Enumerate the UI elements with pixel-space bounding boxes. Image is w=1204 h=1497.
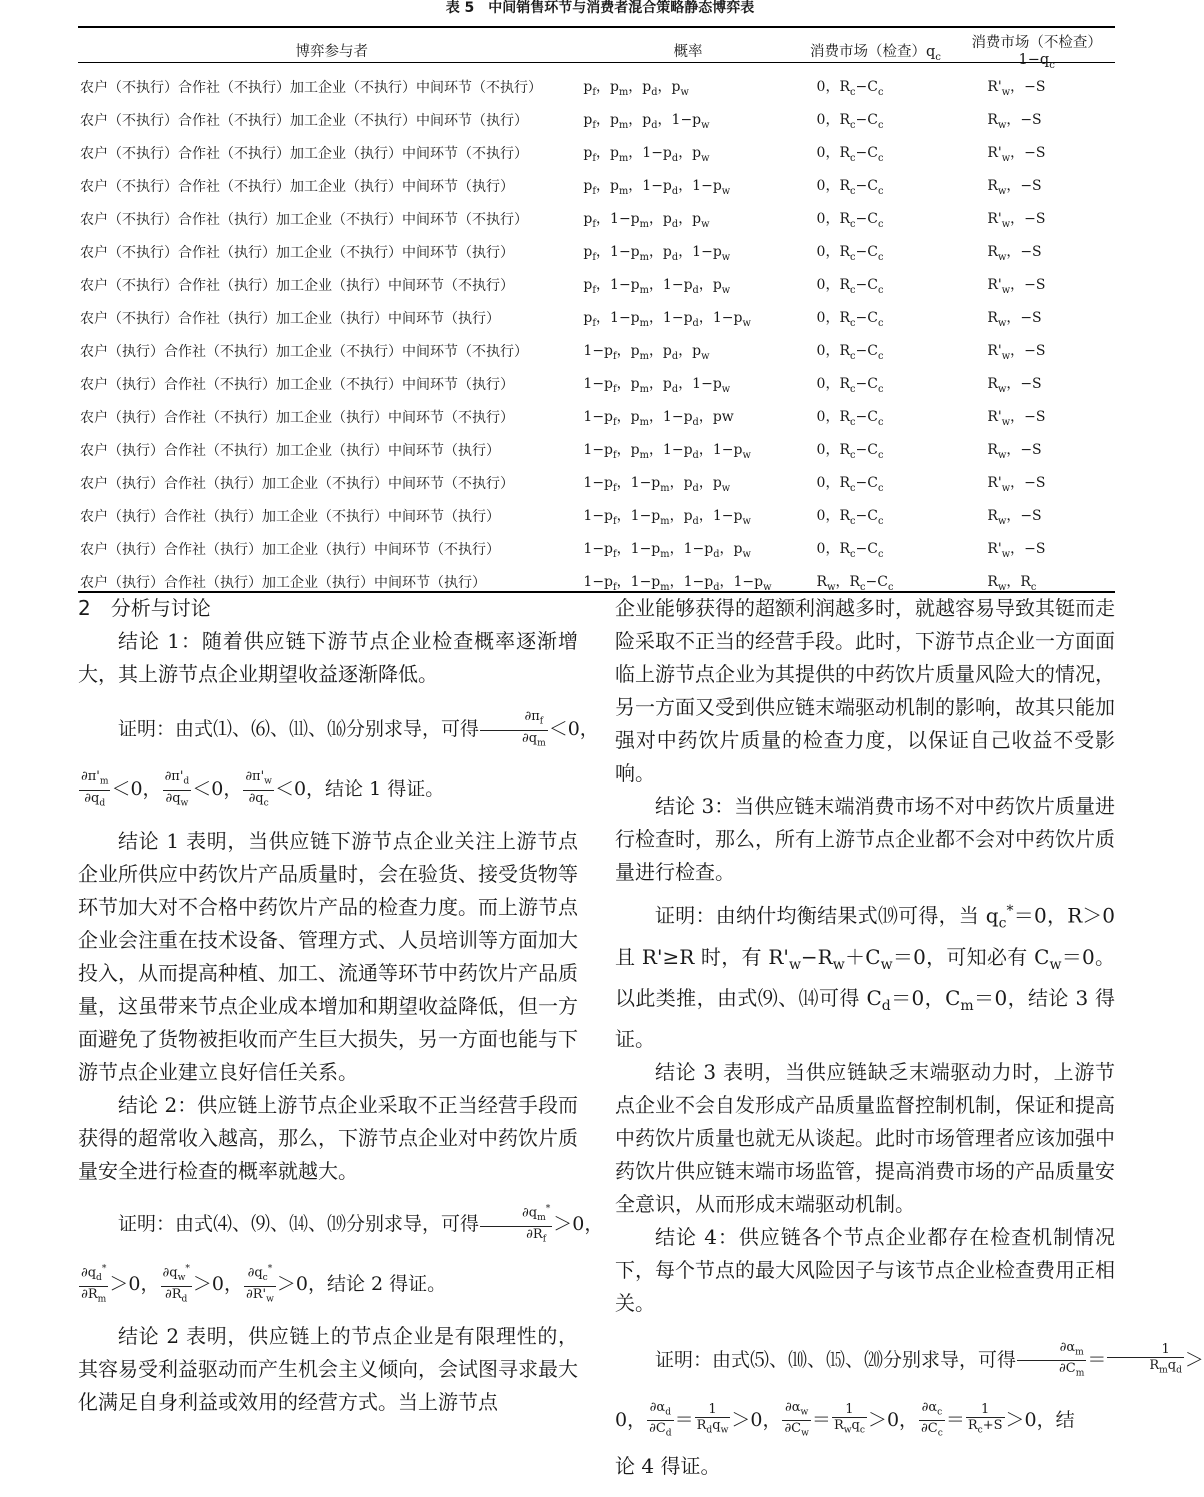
check-payoff-cell: 0，$R_c-C_c$	[816, 343, 884, 363]
prob-cell: $1-p_f$，$1-p_m$，$p_d$，$1-p_w$	[583, 508, 751, 528]
table-header-row	[78, 31, 1115, 71]
check-payoff-cell: 0，$R_c-C_c$	[816, 508, 884, 528]
player-cell: 农户（执行）合作社（执行）加工企业（不执行）中间环节（执行）	[80, 509, 500, 526]
nocheck-payoff-cell: $R'_w$，−S	[987, 343, 1046, 363]
game-table	[78, 31, 1115, 599]
prob-cell: $1-p_f$，$1-p_m$，$1-p_d$，$p_w$	[583, 541, 751, 561]
player-cell: 农户（执行）合作社（执行）加工企业（执行）中间环节（执行）	[80, 575, 486, 592]
prob-cell: $1-p_f$，$1-p_m$，$p_d$，$p_w$	[583, 475, 731, 495]
check-payoff-cell: 0，$R_c-C_c$	[816, 409, 884, 429]
conclusion-2-explanation-cont: 企业能够获得的超额利润越多时，就越容易导致其铤而走险采取不正当的经营手段。此时，下游节点企业一方面面临上游节点企业为其提供的中药饮片质量风险大的情况，另一方面又受到供应链末端驱动机制的影响，故其只能加强对中药饮片质量的检查力度，以保证自己收益不受影响。	[615, 596, 1115, 785]
nocheck-payoff-cell: $R'_w$，−S	[987, 145, 1046, 165]
conclusion-3-explanation: 结论 3 表明，当供应链缺乏末端驱动力时，上游节点企业不会自发形成产品质量监督控制机制，保证和提高中药饮片质量也就无从谈起。此时市场管理者应该加强中药饮片供应链末端市场监管，提高消费市场的产品质量安全意识，从而形成末端驱动机制。	[615, 1059, 1115, 1216]
proof-2-line-1: 证明：由式⑷、⑼、⒁、⒆分别求导，可得 $\frac{\partial q_m^*}{\partial R_f}$ ＞0，	[118, 1204, 604, 1245]
table-row	[78, 302, 1115, 335]
prob-cell: $p_f$，$p_m$，$p_d$，$p_w$	[583, 79, 689, 99]
table-row	[78, 104, 1115, 137]
prob-cell: $1-p_f$，$p_m$，$p_d$，$p_w$	[583, 343, 710, 363]
nocheck-payoff-cell: $R_w$，−S	[987, 376, 1042, 396]
player-cell: 农户（不执行）合作社（不执行）加工企业（执行）中间环节（执行）	[80, 179, 514, 196]
player-cell: 农户（不执行）合作社（不执行）加工企业（不执行）中间环节（执行）	[80, 113, 528, 130]
nocheck-payoff-cell: $R'_w$，−S	[987, 409, 1046, 429]
nocheck-payoff-cell: $R'_w$，−S	[987, 541, 1046, 561]
player-cell: 农户（不执行）合作社（执行）加工企业（不执行）中间环节（执行）	[80, 245, 514, 262]
prob-cell: $1-p_f$，$1-p_m$，$1-p_d$，$1-p_w$	[583, 574, 772, 594]
table-row	[78, 170, 1115, 203]
check-payoff-cell: 0，$R_c-C_c$	[816, 145, 884, 165]
table-row	[78, 401, 1115, 434]
proof-4-end: 论 4 得证。	[615, 1453, 721, 1478]
nocheck-payoff-cell: $R_w$，$R_c$	[987, 574, 1037, 594]
check-payoff-cell: 0，$R_c-C_c$	[816, 310, 884, 330]
conclusion-2: 结论 2：供应链上游节点企业采取不正当经营手段而获得的超常收入越高，那么，下游节点企业对中药饮片质量安全进行检查的概率就越大。	[78, 1093, 578, 1183]
table-row	[78, 500, 1115, 533]
left-column	[78, 592, 604, 1419]
proof-4-line-2: 0， $\frac{\partial\alpha_d}{\partial C_d}$ ＝ $\frac{1}{R_dq_w}$ ＞0， $\frac{\partial\alpha_w}{\partial C_w}$ ＝ $\frac{1}{R_wq_c}$ ＞0， $\frac{\partial\alpha_c}{\partial C_c}$ ＝ $\frac{1}{R_c+S}$ ＞0，结	[615, 1399, 1075, 1439]
nocheck-payoff-cell: $R'_w$，−S	[987, 211, 1046, 231]
conclusion-3: 结论 3：当供应链末端消费市场不对中药饮片质量进行检查时，那么，所有上游节点企业都不会对中药饮片质量进行检查。	[615, 794, 1115, 884]
proof-1-line-2: $\frac{\partial\pi'_m}{\partial q_d}$ ＜0， $\frac{\partial\pi'_d}{\partial q_w}$ ＜0， $\frac{\partial\pi'_w}{\partial q_c}$ ＜0，结论 1 得证。	[81, 768, 445, 809]
player-cell: 农户（执行）合作社（执行）加工企业（执行）中间环节（不执行）	[80, 542, 500, 559]
check-payoff-cell: 0，$R_c-C_c$	[816, 376, 884, 396]
nocheck-payoff-cell: $R'_w$，−S	[987, 277, 1046, 297]
check-payoff-cell: 0，$R_c-C_c$	[816, 211, 884, 231]
nocheck-payoff-cell: $R_w$，−S	[987, 178, 1042, 198]
prob-cell: $p_f$，$p_m$，$1-p_d$，$1-p_w$	[583, 178, 731, 198]
prob-cell: $1-p_f$，$p_m$，$1-p_d$，$1-p_w$	[583, 442, 751, 462]
right-column	[615, 592, 1204, 1483]
conclusion-2-explanation: 结论 2 表明，供应链上的节点企业是有限理性的，其容易受利益驱动而产生机会主义倾向，会试图寻求最大化满足自身利益或效用的经营方式。当上游节点	[78, 1324, 578, 1414]
conclusion-4: 结论 4：供应链各个节点企业都存在检查机制情况下，每个节点的最大风险因子与该节点企业检查费用正相关。	[615, 1224, 1115, 1315]
check-payoff-cell: $R_w$，$R_c-C_c$	[816, 574, 894, 594]
prob-cell: $p_f$，$p_m$，$p_d$，$1-p_w$	[583, 112, 710, 132]
player-cell: 农户（不执行）合作社（执行）加工企业（执行）中间环节（执行）	[80, 311, 500, 328]
player-cell: 农户（不执行）合作社（不执行）加工企业（执行）中间环节（不执行）	[80, 146, 528, 163]
table-row	[78, 434, 1115, 467]
player-cell: 农户（执行）合作社（不执行）加工企业（执行）中间环节（不执行）	[80, 410, 514, 427]
conclusion-1: 结论 1：随着供应链下游节点企业检查概率逐渐增大，其上游节点企业期望收益逐渐降低。	[78, 629, 578, 686]
table-row	[78, 236, 1115, 269]
nocheck-payoff-cell: $R_w$，−S	[987, 508, 1042, 528]
proof-2-line-2: $\frac{\partial q_d^*}{\partial R_m}$ ＞0， $\frac{\partial q_w^*}{\partial R_d}$ ＞0， $\frac{\partial q_c^*}{\partial R'_w}$ ＞0，结论 2 得证。	[81, 1264, 447, 1305]
table-row	[78, 269, 1115, 302]
player-cell: 农户（不执行）合作社（不执行）加工企业（不执行）中间环节（不执行）	[80, 80, 542, 97]
check-payoff-cell: 0，$R_c-C_c$	[816, 79, 884, 99]
nocheck-payoff-cell: $R_w$，−S	[987, 244, 1042, 264]
nocheck-payoff-cell: $R'_w$，−S	[987, 475, 1046, 495]
prob-cell: $p_f$，$p_m$，$1-p_d$，$p_w$	[583, 145, 710, 165]
conclusion-1-explanation: 结论 1 表明，当供应链下游节点企业关注上游节点企业所供应中药饮片产品质量时，会在验货、接受货物等环节加大对不合格中药饮片产品的检查力度。而上游节点企业会注重在技术设备、管理方式、人员培训等方面加大投入，从而提高种植、加工、流通等环节中药饮片产品质量，这虽带来节点企业成本增加和期望收益降低，但一方面避免了货物被拒收而产生巨大损失，另一方面也能与下游节点企业建立良好信任关系。	[78, 829, 578, 1084]
proof-4-line-1: 证明：由式⑸、⑽、⒂、⒇分别求导，可得 $\frac{\partial\alpha_m}{\partial C_m}$ ＝ $\frac{1}{R_mq_d}$ ＞	[655, 1339, 1204, 1379]
table-row	[78, 71, 1115, 104]
table-caption: 表 5 中间销售环节与消费者混合策略静态博弈表	[445, 0, 755, 16]
table-row	[78, 368, 1115, 401]
header-check: 消费市场（检查）$q_c$	[809, 43, 941, 63]
section-heading: 2 分析与讨论	[78, 596, 211, 620]
nocheck-payoff-cell: $R_w$，−S	[987, 112, 1042, 132]
check-payoff-cell: 0，$R_c-C_c$	[816, 112, 884, 132]
proof-3: 证明：由纳什均衡结果式⒆可得，当 $q_c^*=0$，R＞0 且 R'≥R 时，有 $R'_w-R_w+C_w=0$，可知必有 $C_w=0$。以此类推，由式⑼、⒁可得 $C_d=0$，$C_m=0$，结论 3 得证。	[615, 903, 1115, 1051]
table-row	[78, 533, 1115, 566]
header-nocheck: 消费市场（不检查）$1-q_c$	[971, 35, 1102, 71]
table-top-rule	[78, 26, 1115, 28]
prob-cell: $p_f$，$1-p_m$，$1-p_d$，$p_w$	[583, 277, 731, 297]
prob-cell: $p_f$，$1-p_m$，$1-p_d$，$1-p_w$	[583, 310, 751, 330]
check-payoff-cell: 0，$R_c-C_c$	[816, 277, 884, 297]
prob-cell: $1-p_f$，$p_m$，$p_d$，$1-p_w$	[583, 376, 731, 396]
table-body	[78, 71, 1115, 599]
player-cell: 农户（不执行）合作社（执行）加工企业（执行）中间环节（不执行）	[80, 278, 514, 295]
player-cell: 农户（执行）合作社（不执行）加工企业（不执行）中间环节（执行）	[80, 377, 514, 394]
prob-cell: $p_f$，$1-p_m$，$p_d$，$p_w$	[583, 211, 710, 231]
prob-cell: $1-p_f$，$p_m$，$1-p_d$，pw	[583, 409, 734, 429]
player-cell: 农户（执行）合作社（不执行）加工企业（执行）中间环节（执行）	[80, 443, 500, 460]
table-row	[78, 467, 1115, 500]
check-payoff-cell: 0，$R_c-C_c$	[816, 442, 884, 462]
table-row	[78, 335, 1115, 368]
nocheck-payoff-cell: $R'_w$，−S	[987, 79, 1046, 99]
player-cell: 农户（不执行）合作社（执行）加工企业（不执行）中间环节（不执行）	[80, 212, 528, 229]
check-payoff-cell: 0，$R_c-C_c$	[816, 541, 884, 561]
table-row	[78, 137, 1115, 170]
player-cell: 农户（执行）合作社（执行）加工企业（不执行）中间环节（不执行）	[80, 476, 514, 493]
nocheck-payoff-cell: $R_w$，−S	[987, 310, 1042, 330]
check-payoff-cell: 0，$R_c-C_c$	[816, 178, 884, 198]
nocheck-payoff-cell: $R_w$，−S	[987, 442, 1042, 462]
check-payoff-cell: 0，$R_c-C_c$	[816, 244, 884, 264]
header-prob: 概率	[673, 44, 703, 61]
header-players: 博弈参与者	[295, 44, 368, 61]
proof-1-line-1: 证明：由式⑴、⑹、⑾、⒃分别求导，可得 $\frac{\partial\pi_f}{\partial q_m}$ ＜0，	[118, 708, 599, 749]
check-payoff-cell: 0，$R_c-C_c$	[816, 475, 884, 495]
player-cell: 农户（执行）合作社（不执行）加工企业（不执行）中间环节（不执行）	[80, 344, 528, 361]
prob-cell: $p_f$，$1-p_m$，$p_d$，$1-p_w$	[583, 244, 731, 264]
table-row	[78, 203, 1115, 236]
